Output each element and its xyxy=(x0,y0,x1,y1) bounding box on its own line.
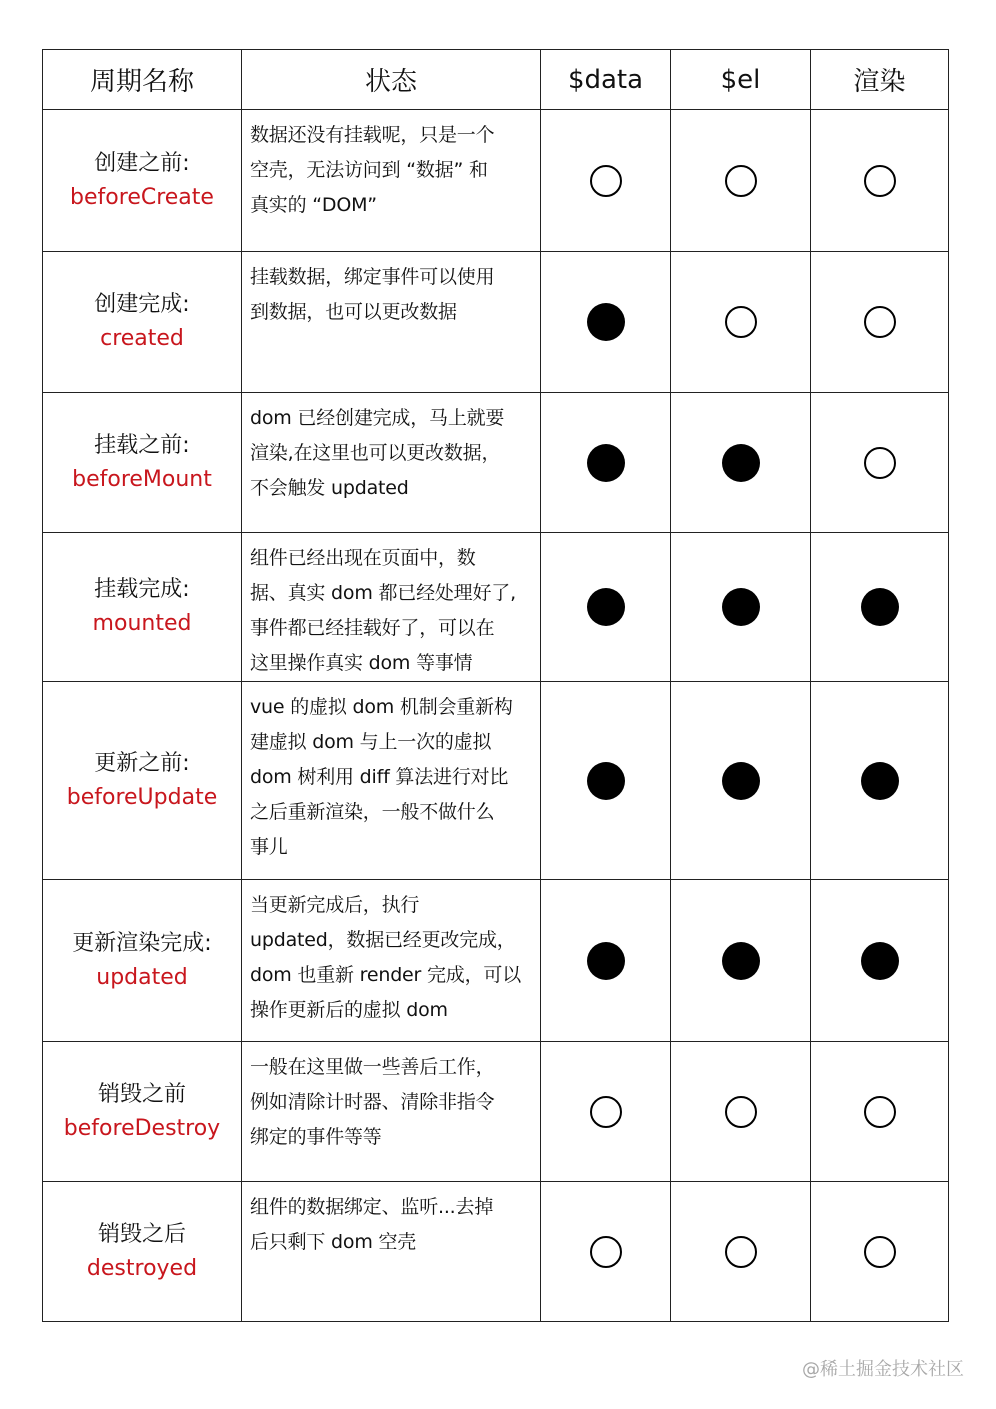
hook-name-cell xyxy=(43,880,242,1042)
data-status-mark xyxy=(590,165,622,197)
hook-name-zh: 销毁之前 xyxy=(97,1081,186,1107)
render-cell xyxy=(811,1182,949,1322)
data-status-mark xyxy=(587,762,625,800)
render-status-mark xyxy=(861,942,899,980)
el-cell xyxy=(671,110,811,252)
state-cell xyxy=(242,1042,541,1182)
el-cell xyxy=(671,1182,811,1322)
data-status-mark xyxy=(587,942,625,980)
data-cell xyxy=(541,533,671,682)
el-cell xyxy=(671,533,811,682)
el-status-mark xyxy=(725,306,757,338)
state-description: 数据还没有挂载呢，只是一个 空壳，无法访问到 “数据” 和 真实的 “DOM” xyxy=(250,124,495,216)
hook-name-zh: 创建完成: xyxy=(94,292,190,317)
render-status-mark xyxy=(864,447,896,479)
hook-name-en: beforeCreate xyxy=(70,184,214,210)
lifecycle-table xyxy=(42,49,949,1322)
el-status-mark xyxy=(725,165,757,197)
el-cell xyxy=(671,1042,811,1182)
data-status-mark xyxy=(590,1236,622,1268)
render-status-mark xyxy=(861,588,899,626)
el-status-mark xyxy=(725,1236,757,1268)
render-status-mark xyxy=(864,1096,896,1128)
data-cell xyxy=(541,110,671,252)
render-cell xyxy=(811,533,949,682)
el-status-mark xyxy=(722,588,760,626)
hook-name-en: beforeMount xyxy=(72,466,212,492)
data-status-mark xyxy=(587,444,625,482)
hook-name-cell xyxy=(43,110,242,252)
state-cell xyxy=(242,682,541,880)
hook-name-en: destroyed xyxy=(86,1255,198,1281)
render-cell xyxy=(811,393,949,533)
state-cell xyxy=(242,393,541,533)
table-row xyxy=(43,1182,949,1322)
el-status-mark xyxy=(725,1096,757,1128)
state-cell xyxy=(242,533,541,682)
header-el: $el xyxy=(671,50,811,110)
data-cell xyxy=(541,393,671,533)
state-cell xyxy=(242,880,541,1042)
el-cell xyxy=(671,682,811,880)
state-description: 挂载数据，绑定事件可以使用 到数据，也可以更改数据 xyxy=(250,266,495,323)
hook-name-zh: 销毁之后 xyxy=(97,1221,186,1247)
render-cell xyxy=(811,252,949,393)
hook-name-zh: 创建之前: xyxy=(94,150,190,176)
header-state: 状态 xyxy=(242,50,541,110)
hook-name-cell xyxy=(43,682,242,880)
hook-name-en: mounted xyxy=(92,611,192,636)
data-status-mark xyxy=(590,1096,622,1128)
el-cell xyxy=(671,393,811,533)
state-description: 组件已经出现在页面中，数 据、真实 dom 都已经处理好了, 事件都已经挂载好了，可以在 这里操作真实 dom 等事情 xyxy=(250,547,516,674)
render-cell xyxy=(811,682,949,880)
el-cell xyxy=(671,880,811,1042)
hook-name-zh: 挂载之前: xyxy=(94,432,190,458)
hook-name-cell xyxy=(43,1182,242,1322)
state-description: 当更新完成后，执行 updated，数据已经更改完成， dom 也重新 render 完成，可以 操作更新后的虚拟 dom xyxy=(250,894,521,1021)
data-cell xyxy=(541,682,671,880)
hook-name-en: beforeDestroy xyxy=(63,1115,221,1141)
hook-name-en: updated xyxy=(96,964,188,990)
el-status-mark xyxy=(722,942,760,980)
state-description: dom 已经创建完成，马上就要 渲染,在这里也可以更改数据， 不会触发 updated xyxy=(250,407,505,499)
state-cell xyxy=(242,1182,541,1322)
data-cell xyxy=(541,1042,671,1182)
state-description: 一般在这里做一些善后工作， 例如清除计时器、清除非指令 绑定的事件等等 xyxy=(250,1056,495,1148)
watermark: @稀土掘金技术社区 xyxy=(802,1359,964,1380)
header-period-name: 周期名称 xyxy=(43,50,242,110)
hook-name-zh: 挂载完成: xyxy=(94,577,190,602)
el-cell xyxy=(671,252,811,393)
header-render: 渲染 xyxy=(811,50,949,110)
data-cell xyxy=(541,252,671,393)
table-row xyxy=(43,393,949,533)
hook-name-cell xyxy=(43,533,242,682)
render-cell xyxy=(811,110,949,252)
state-cell xyxy=(242,110,541,252)
render-status-mark xyxy=(864,165,896,197)
data-status-mark xyxy=(587,303,625,341)
hook-name-zh: 更新渲染完成: xyxy=(72,930,212,956)
hook-name-cell xyxy=(43,252,242,393)
table-row xyxy=(43,252,949,393)
render-status-mark xyxy=(864,306,896,338)
render-cell xyxy=(811,880,949,1042)
table-row xyxy=(43,533,949,682)
render-status-mark xyxy=(864,1236,896,1268)
table-row xyxy=(43,1042,949,1182)
table-row xyxy=(43,880,949,1042)
data-cell xyxy=(541,880,671,1042)
header-row xyxy=(43,50,949,110)
state-cell xyxy=(242,252,541,393)
hook-name-en: created xyxy=(100,326,184,351)
hook-name-en: beforeUpdate xyxy=(66,784,218,810)
hook-name-cell xyxy=(43,1042,242,1182)
el-status-mark xyxy=(722,444,760,482)
el-status-mark xyxy=(722,762,760,800)
table-row xyxy=(43,682,949,880)
render-status-mark xyxy=(861,762,899,800)
data-cell xyxy=(541,1182,671,1322)
data-status-mark xyxy=(587,588,625,626)
render-cell xyxy=(811,1042,949,1182)
state-description: vue 的虚拟 dom 机制会重新构 建虚拟 dom 与上一次的虚拟 dom 树利用 diff 算法进行对比 之后重新渲染，一般不做什么 事儿 xyxy=(250,696,513,858)
header-data: $data xyxy=(541,50,671,110)
hook-name-cell xyxy=(43,393,242,533)
hook-name-zh: 更新之前: xyxy=(94,750,190,776)
table-row xyxy=(43,110,949,252)
state-description: 组件的数据绑定、监听...去掉 后只剩下 dom 空壳 xyxy=(250,1196,494,1253)
